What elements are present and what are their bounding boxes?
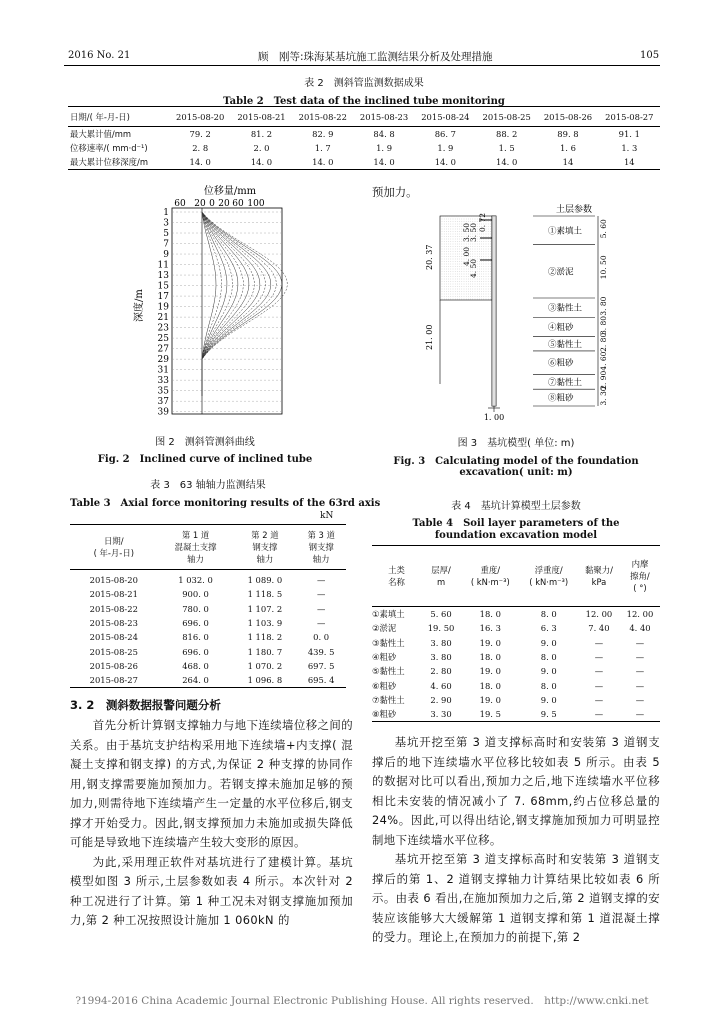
table-row: [70, 602, 346, 616]
table4-cell: ⑤黏性土: [372, 666, 405, 677]
table3-cell: 816. 0: [182, 632, 209, 643]
table2-cell: 1. 5: [498, 143, 515, 153]
fig2-ylabel: 深度/m: [134, 289, 145, 322]
table2-cell: 79. 2: [189, 129, 211, 139]
fig2-inclinometer-chart: [120, 182, 290, 422]
table4-cell: —: [594, 652, 604, 663]
table4-cell: —: [635, 637, 645, 648]
fig2-xtick: 60: [174, 199, 186, 209]
fig3-layer-thickness: 10. 50: [599, 255, 608, 280]
fig3-inner-dim: 0. 72: [478, 212, 487, 232]
table3-cell: 2015-08-22: [89, 603, 138, 614]
page-number: 105: [640, 50, 660, 61]
table4-caption-en-1: Table 4 Soil layer parameters of the: [412, 518, 620, 529]
fig3-layer-thickness: 3. 80: [599, 315, 608, 336]
table4-cell: 9. 0: [540, 666, 557, 677]
table2-cell: 2. 0: [253, 143, 270, 153]
fig2-curve: [202, 212, 222, 396]
fig2-ytick: 15: [157, 281, 169, 292]
fig3-layer-thickness: 3. 80: [599, 296, 608, 316]
fig2-curve: [202, 212, 243, 396]
header-rule: [64, 65, 660, 66]
table4-cell: 3. 30: [430, 709, 452, 720]
table4-cell: 7. 40: [588, 623, 610, 634]
fig2-ytick: 3: [163, 218, 169, 229]
fig3-wall-fill: [492, 216, 496, 406]
fig2-xtick: 20: [218, 199, 230, 209]
table3-caption-en: Table 3 Axial force monitoring results of the 63rd axis: [70, 498, 381, 509]
table-row: [70, 587, 346, 601]
fig2-ytick: 9: [163, 250, 169, 261]
table2-date: 2015-08-23: [353, 107, 414, 127]
table3-cell: 439. 5: [307, 646, 335, 657]
table4-cell: 8. 0: [540, 609, 557, 620]
fig3-layer-thickness: 5. 60: [599, 219, 608, 239]
table3-cell: —: [316, 575, 326, 586]
fig2-xtick: 100: [247, 199, 265, 209]
copyright-footer: ?1994-2016 China Academic Journal Electronic Publishing House. All rights reserved. http://www.cnki.net: [75, 995, 649, 1007]
table4-cell: 19. 0: [479, 666, 501, 677]
table2: [68, 106, 660, 170]
fig3-layer-thickness: 4. 60: [599, 351, 608, 371]
table4-cell: ⑥粗砂: [372, 680, 397, 691]
fig2-ytick: 23: [157, 323, 169, 334]
table4-cell: 12. 00: [626, 609, 654, 620]
table3-cell: 697. 5: [307, 660, 335, 671]
table2-cell: 84. 8: [373, 129, 395, 139]
fig3-caption-cn: 图 3 基坑模型( 单位: m): [457, 438, 575, 449]
fig2-xtick: 60: [232, 199, 244, 209]
fig2-curve: [202, 212, 227, 396]
table2-cell: 91. 1: [618, 129, 640, 139]
table4-cell: 12. 00: [585, 609, 613, 620]
fig2-curve: [202, 212, 276, 396]
fig2-yticks: [158, 208, 170, 418]
table2-cell: 82. 9: [312, 129, 334, 139]
table4-cell: 8. 0: [540, 652, 557, 663]
table4-cell: —: [635, 666, 645, 677]
table4-header: 内摩 擦角/ ( °): [620, 546, 660, 607]
table3-cell: —: [316, 589, 326, 600]
fig3-inner-dim: 4. 50: [469, 258, 478, 278]
fig3-layer-thickness: 2. 90: [599, 370, 608, 390]
table3-header: 日期/ ( 年-月-日): [70, 525, 158, 570]
fig3-title: 土层参数: [555, 205, 593, 215]
table4-cell: 4. 60: [430, 680, 452, 691]
table4-cell: ⑧粗砂: [372, 709, 397, 720]
table4-header: 层厚/ m: [421, 546, 461, 607]
table4-cell: 4. 40: [629, 623, 651, 634]
table3-cell: 900. 0: [182, 589, 209, 600]
table2-cell: 86. 7: [434, 129, 457, 139]
table4-cell: 9. 0: [540, 637, 557, 648]
table2-cell: 89. 8: [557, 129, 579, 139]
table4-cell: —: [635, 709, 645, 720]
table2-caption-en: Table 2 Test data of the inclined tube monitoring: [223, 96, 505, 107]
fig2-caption-en: Fig. 2 Inclined curve of inclined tube: [97, 454, 313, 465]
table2-cell: 14. 0: [250, 157, 273, 167]
fig2-ytick: 5: [163, 229, 169, 240]
table3-cell: 2015-08-20: [89, 575, 138, 586]
table3-cell: 1 180. 7: [247, 646, 283, 657]
section-heading: 3. 2 测斜数据报警问题分析: [70, 698, 221, 712]
fig2-curve: [202, 212, 232, 396]
table3-cell: —: [316, 603, 326, 614]
fig2-ytick: 17: [157, 292, 169, 303]
table3-cell: 696. 0: [182, 618, 209, 629]
fig3-top-text: 预加力。: [372, 185, 418, 199]
table3-header: 第 1 道 混凝土支撑 轴力: [158, 525, 234, 570]
table4-cell: 3. 80: [430, 637, 452, 648]
fig3-left-dim: 21. 00: [425, 324, 434, 350]
table2-cell: 14: [623, 157, 635, 167]
fig2-curve: [202, 212, 249, 396]
fig2-curve: [202, 212, 238, 396]
table2-cell: 1. 3: [621, 143, 638, 153]
table4: [372, 545, 660, 722]
fig3-layer-thickness: 2. 80: [599, 332, 608, 352]
fig3-layer-label: ⑥粗砂: [548, 358, 574, 369]
table2-caption-cn: 表 2 测斜管监测数据成果: [304, 78, 424, 89]
table4-cell: 9. 0: [540, 694, 557, 705]
table-row: [70, 570, 346, 588]
table4-caption-en-2: foundation excavation model: [434, 530, 598, 541]
fig3-layer-label: ①素填土: [548, 226, 583, 237]
table3-cell: 780. 0: [182, 603, 209, 614]
table3-cell: —: [316, 618, 326, 629]
table4-cell: —: [635, 694, 645, 705]
table3: [70, 524, 346, 688]
table3-cell: 468. 0: [182, 660, 209, 671]
table3-cell: 264. 0: [182, 675, 209, 686]
table4-cell: 18. 0: [479, 652, 501, 663]
table2-cell: 1. 9: [437, 143, 454, 153]
table-row: [372, 678, 660, 692]
table4-header: 浮重度/ ( kN·m⁻³): [520, 546, 578, 607]
paragraph-1: 首先分析计算钢支撑轴力与地下连续墙位移之间的关系。由于基坑支护结构采用地下连续墙+内支撑( 混凝土支撑和钢支撑) 的方式,为保证 2 种支撑的协同作用,钢支撑需要施加预加力。若钢支撑未施加足够的预加力,则需待地下连续墙产生一定量的水平位移后,钢支撑才开始受力。因此,钢支撑预加力未施加或损失降低可能是导致地下连续墙产生较大变形的原因。: [70, 718, 353, 849]
paragraph-4: 基坑开挖至第 3 道支撑标高时和安装第 3 道钢支撑后的第 1、2 道钢支撑轴力计算结果比较如表 6 所示。由表 6 看出,在施加预加力之后,第 2 道钢支撑的安装应该能够大大缓解第 1 道钢支撑和第 1 道混凝土撑的受力。理论上,在预加力的前提下,第 2: [372, 852, 660, 944]
fig2-curve: [202, 212, 265, 396]
fig2-curve: [202, 212, 216, 396]
table4-caption-cn: 表 4 基坑计算模型土层参数: [451, 501, 581, 512]
table3-cell: 1 096. 8: [247, 675, 283, 686]
table2-date: 2015-08-25: [476, 107, 537, 127]
table2-date: 2015-08-27: [599, 107, 660, 127]
table-row: [70, 630, 346, 644]
fig2-ytick: 27: [157, 344, 169, 355]
fig3-layer-label: ⑧粗砂: [548, 393, 574, 404]
table3-cell: 2015-08-27: [89, 675, 138, 686]
fig3-layers: [533, 216, 608, 406]
fig2-xtick: 20: [194, 199, 206, 209]
table2-date: 2015-08-24: [415, 107, 476, 127]
fig2-curves: [202, 212, 287, 396]
table3-cell: 2015-08-23: [89, 618, 138, 629]
table4-cell: —: [594, 694, 604, 705]
table2-date: 2015-08-20: [170, 107, 231, 127]
table4-cell: 2. 80: [430, 666, 452, 677]
table4-cell: 2. 90: [430, 694, 452, 705]
table3-cell: 0. 0: [313, 632, 330, 643]
table3-cell: 696. 0: [182, 646, 209, 657]
fig3-layer-label: ⑦黏性土: [548, 377, 583, 388]
table4-cell: ⑦黏性土: [372, 694, 405, 705]
fig3-layer-label: ③黏性土: [548, 303, 583, 314]
table2-cell: 1. 6: [559, 143, 576, 153]
fig2-xaxis-title: 位移量/mm: [203, 186, 257, 197]
fig3-bottom-dim: 1. 00: [483, 413, 505, 422]
table4-cell: 9. 5: [540, 709, 557, 720]
fig2-ytick: 25: [157, 334, 169, 345]
table-row: [372, 693, 660, 707]
table4-cell: ④粗砂: [372, 652, 397, 663]
table4-cell: 19. 0: [479, 637, 501, 648]
fig3-left-dim: 20. 37: [425, 244, 434, 270]
table3-cell: 1 103. 9: [247, 618, 283, 629]
table-row: [372, 707, 660, 722]
fig2-ytick: 39: [157, 407, 169, 418]
table-row: [372, 650, 660, 664]
table4-header: 重度/ ( kN·m⁻³): [461, 546, 519, 607]
table3-cell: 1 107. 2: [247, 603, 283, 614]
table3-cell: 2015-08-24: [89, 632, 138, 643]
table2-cell: 14: [562, 157, 574, 167]
paragraph-3: 基坑开挖至第 3 道支撑标高时和安装第 3 道钢支撑后的地下连续墙水平位移比较如表 5 所示。由表 5 的数据对比可以看出,预加力之后,地下连续墙水平位移相比未安装的情况减小了 7. 68mm,约占位移总量的 24%。因此,可以得出结论,钢支撑施加预加力可明显控制地下连续墙水平位移。: [372, 735, 660, 847]
table4-cell: ③黏性土: [372, 637, 405, 648]
fig3-inner-dim: 3. 50: [469, 222, 478, 242]
fig3-caption-en-2: excavation( unit: m): [459, 467, 573, 478]
table3-cell: 1 118. 2: [247, 632, 283, 643]
table3-cell: 1 089. 0: [247, 575, 283, 586]
fig3-inner-dim: 3. 50: [462, 222, 471, 242]
fig3-inner-dim: 4. 00: [462, 246, 471, 266]
table3-cell: 695. 4: [307, 675, 335, 686]
fig3-foundation-model: [420, 200, 620, 425]
table3-unit: kN: [320, 511, 334, 521]
fig2-ytick: 29: [157, 355, 169, 366]
table-row: [70, 644, 346, 658]
table3-cell: 1 070. 2: [247, 660, 283, 671]
fig2-ytick: 21: [157, 313, 169, 324]
table4-cell: 18. 0: [479, 609, 501, 620]
table-row: [372, 621, 660, 635]
fig2-curve: [202, 212, 287, 396]
fig2-ytick: 37: [157, 397, 169, 408]
table2-cell: 14. 0: [434, 157, 457, 167]
fig2-ytick: 7: [163, 239, 169, 250]
fig2-ytick: 33: [157, 376, 169, 387]
fig2-ytick: 19: [157, 302, 169, 313]
table2-cell: 14. 0: [373, 157, 395, 167]
table4-cell: 19. 0: [479, 694, 501, 705]
table-row: [372, 607, 660, 622]
table2-cell: 88. 2: [496, 129, 518, 139]
table-row: [68, 155, 660, 170]
table2-cell: 14. 0: [496, 157, 518, 167]
table2-row-header: 日期/( 年-月-日): [68, 107, 170, 127]
fig2-ytick: 1: [163, 208, 169, 218]
fig2-ytick: 35: [157, 386, 169, 397]
table-row: [372, 664, 660, 678]
left-column-text: [70, 716, 353, 931]
paragraph-2: 为此,采用理正软件对基坑进行了建模计算。基坑模型如图 3 所示,土层参数如表 4 所示。本次针对 2 种工况进行了计算。第 1 种工况未对钢支撑施加预加力,第 2 种工况按照设计施加 1 060kN 的: [70, 854, 353, 927]
table4-cell: 18. 0: [479, 680, 501, 691]
table3-cell: 2015-08-26: [89, 660, 138, 671]
table2-row-label: 最大累计位移深度/m: [70, 157, 148, 167]
table-row: [70, 673, 346, 688]
table2-cell: 1. 7: [314, 143, 331, 153]
table2-date: 2015-08-21: [231, 107, 292, 127]
table2-date: 2015-08-26: [537, 107, 598, 127]
table2-cell: 1. 9: [376, 143, 393, 153]
table4-header: 黏聚力/ kPa: [578, 546, 620, 607]
table3-caption-cn: 表 3 63 轴轴力监测结果: [150, 480, 266, 491]
table3-header: 第 2 道 钢支撑 轴力: [233, 525, 296, 570]
fig3-layer-label: ④粗砂: [548, 323, 574, 334]
table2-date: 2015-08-22: [292, 107, 353, 127]
table2-cell: 14. 0: [312, 157, 334, 167]
table4-cell: ①素填土: [372, 609, 405, 620]
fig2-ytick: 13: [157, 271, 169, 282]
fig2-xtick: 0: [209, 199, 215, 209]
table2-cell: 14. 0: [189, 157, 211, 167]
table4-cell: —: [594, 637, 604, 648]
fig3-caption-en-1: Fig. 3 Calculating model of the foundation: [393, 456, 639, 467]
table-row: [372, 636, 660, 650]
fig3-layer-thickness: 3. 30: [599, 386, 608, 406]
table4-cell: 19. 50: [427, 623, 455, 634]
table4-cell: —: [635, 652, 645, 663]
table-row: [70, 659, 346, 673]
table2-cell: 81. 2: [250, 129, 273, 139]
table4-cell: —: [594, 709, 604, 720]
table4-cell: —: [635, 680, 645, 691]
table3-cell: 2015-08-21: [89, 589, 138, 600]
right-column-text: [372, 733, 660, 948]
fig2-curve: [202, 212, 260, 396]
running-title: 顾 刚等:珠海某基坑施工监测结果分析及处理措施: [258, 51, 493, 63]
table-row: [70, 616, 346, 630]
table4-cell: —: [594, 680, 604, 691]
fig2-ytick: 31: [157, 365, 169, 376]
table4-cell: 19. 5: [479, 709, 501, 720]
table3-header: 第 3 道 钢支撑 轴力: [296, 525, 346, 570]
table-row: [68, 127, 660, 142]
journal-issue: 2016 No. 21: [68, 50, 131, 61]
table4-cell: 8. 0: [540, 680, 557, 691]
table2-cell: 2. 8: [192, 143, 209, 153]
table4-cell: ②淤泥: [372, 623, 397, 634]
fig3-layer-label: ⑤黏性土: [548, 339, 583, 350]
table2-row-label: 最大累计值/mm: [70, 129, 132, 139]
fig2-caption-cn: 图 2 测斜管测斜曲线: [155, 437, 255, 448]
table3-cell: 2015-08-25: [89, 646, 138, 657]
table2-row-label: 位移速率/( mm·d⁻¹): [70, 143, 148, 153]
table4-cell: 6. 3: [540, 623, 557, 634]
table3-cell: 1 032. 0: [178, 575, 213, 586]
table4-cell: 5. 60: [430, 609, 452, 620]
table-row: [68, 141, 660, 155]
fig2-ytick: 11: [157, 260, 169, 271]
table4-header: 土类 名称: [372, 546, 421, 607]
table4-cell: 3. 80: [430, 652, 452, 663]
table4-cell: 16. 3: [479, 623, 501, 634]
table3-cell: 1 118. 5: [247, 589, 283, 600]
fig3-layer-label: ②淤泥: [548, 267, 574, 278]
table4-cell: —: [594, 666, 604, 677]
